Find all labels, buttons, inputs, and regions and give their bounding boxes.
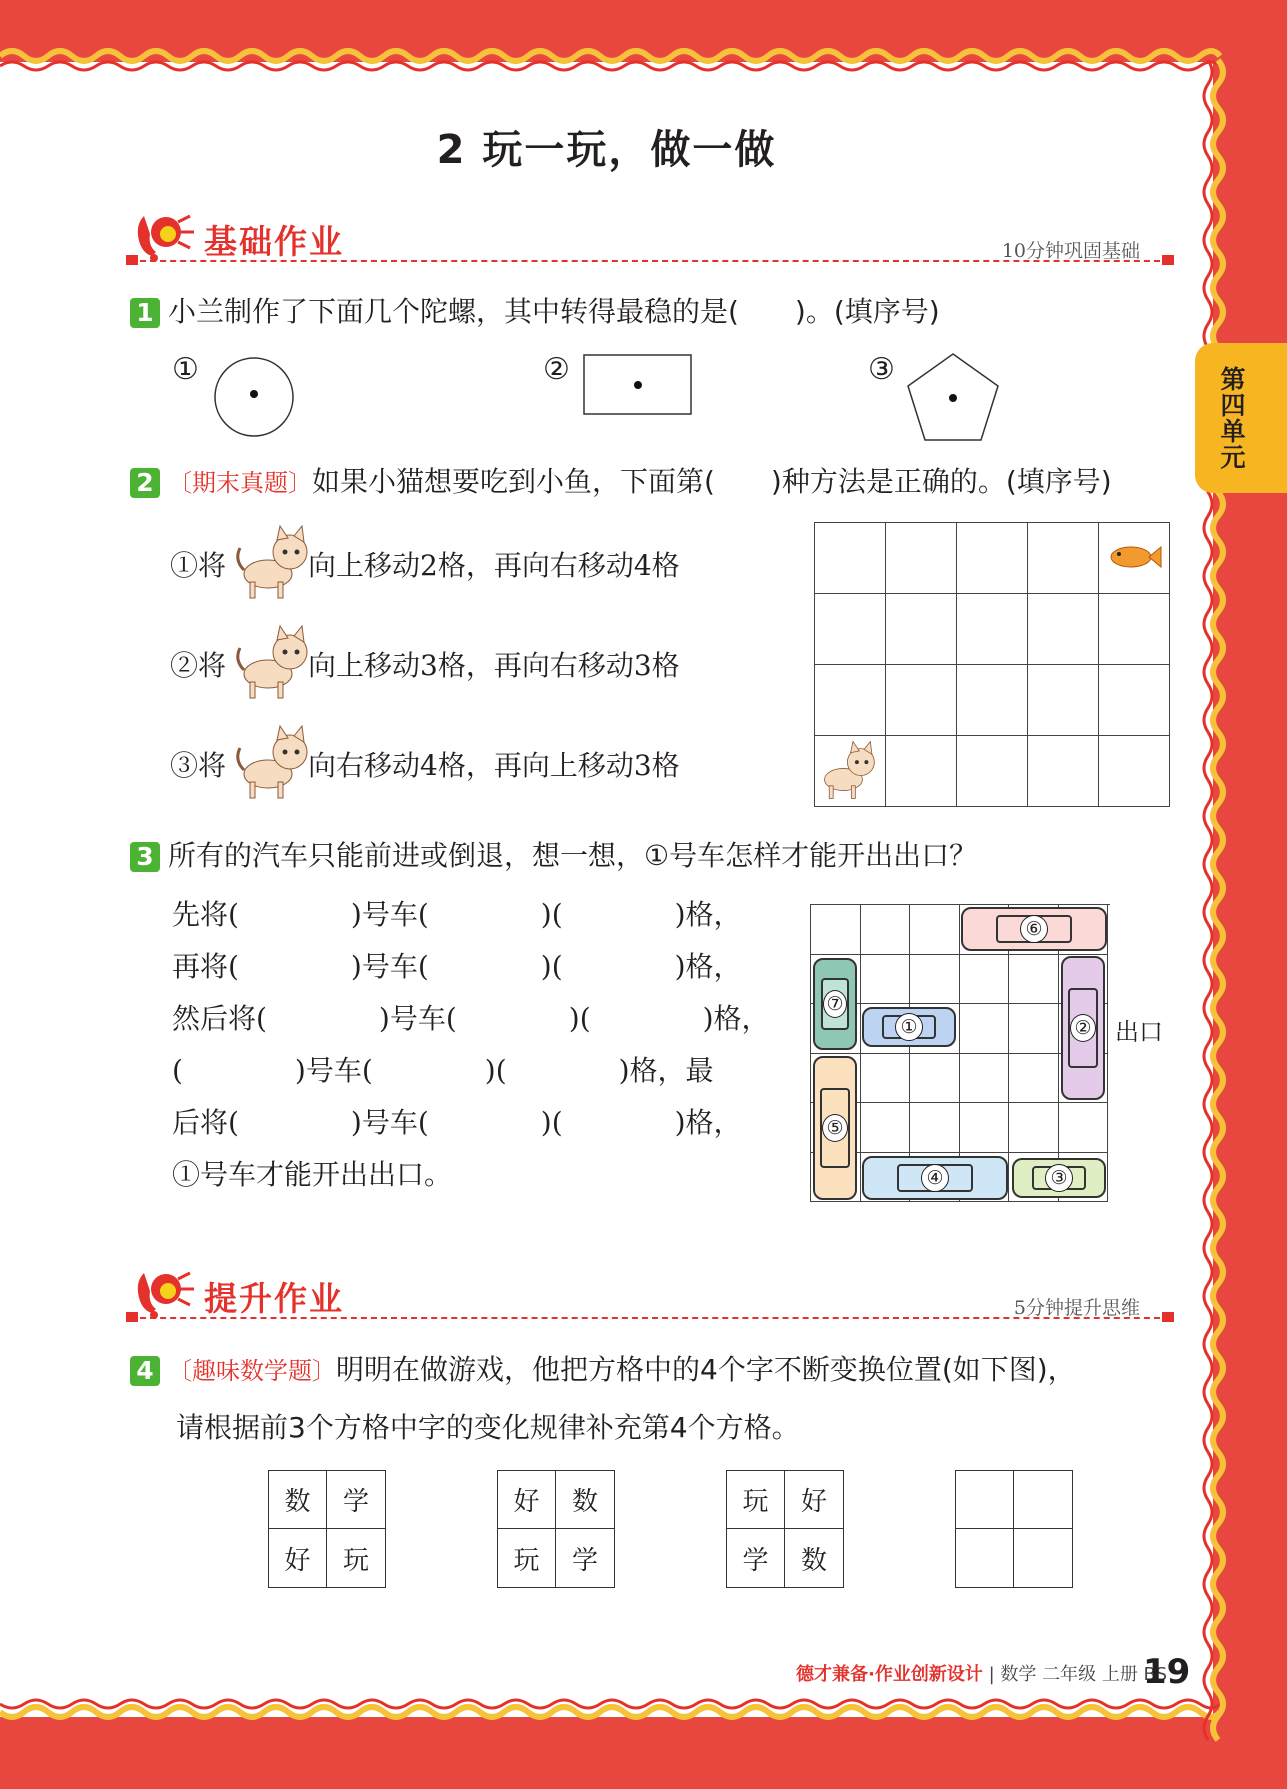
grid-cell: 玩 <box>498 1529 556 1587</box>
car-4[interactable] <box>862 1156 1008 1200</box>
car-5-number: ⑤ <box>822 1114 848 1142</box>
word-grid-answer[interactable] <box>955 1470 1073 1588</box>
unit-tab-label: 第四单元 <box>1217 366 1246 470</box>
q2-option-text: 向上移动3格，再向右移动3格 <box>308 649 680 682</box>
cat-icon <box>815 736 883 804</box>
divider <box>130 260 1170 262</box>
q3-text: 所有的汽车只能前进或倒退，想一想，①号车怎样才能开出出口？ <box>168 839 978 872</box>
cat-fish-grid <box>814 522 1170 807</box>
word-grid-1 <box>268 1470 386 1588</box>
car-1[interactable] <box>862 1007 956 1047</box>
q4-text-2: 请根据前3个方格中字的变化规律补充第4个方格。 <box>176 1411 800 1444</box>
car-7-number: ⑦ <box>823 990 847 1018</box>
q3-blank-line[interactable]: ( )号车( )( )格，最 <box>172 1054 714 1087</box>
grid-cell: 好 <box>269 1529 327 1587</box>
section-basic-title: 基础作业 <box>204 222 344 261</box>
answer-cell[interactable] <box>956 1471 1014 1529</box>
car-6-number: ⑥ <box>1020 915 1048 943</box>
grid-cell: 数 <box>556 1471 614 1529</box>
grid-cell: 好 <box>498 1471 556 1529</box>
car-1-number: ① <box>895 1013 923 1041</box>
car-4-number: ④ <box>921 1164 949 1192</box>
q3-answer-lines <box>172 889 770 1201</box>
grid-cell: 学 <box>327 1471 385 1529</box>
q3-blank-line: ①号车才能开出出口。 <box>172 1158 453 1191</box>
grid-cell: 玩 <box>727 1471 785 1529</box>
car-3-number: ③ <box>1045 1164 1073 1192</box>
cat-icon <box>232 522 318 602</box>
car-5[interactable] <box>813 1056 857 1200</box>
q2-line <box>130 464 1112 501</box>
q3-blank-line[interactable]: 后将( )号车( )( )格， <box>172 1106 742 1139</box>
q1-line <box>130 294 940 330</box>
q2-text: 如果小猫想要吃到小鱼，下面第( )种方法是正确的。(填序号) <box>312 465 1112 498</box>
car-7[interactable] <box>813 958 857 1050</box>
q1-text: 小兰制作了下面几个陀螺，其中转得最稳的是( )。(填序号) <box>168 295 940 328</box>
q2-option-text: 向右移动4格，再向上移动3格 <box>308 749 680 782</box>
cat-icon <box>232 622 318 702</box>
footer <box>796 1660 1167 1686</box>
divider-end <box>1162 255 1174 265</box>
section-basic-subtitle: 10分钟巩固基础 <box>1001 240 1140 262</box>
cat-icon <box>232 722 318 802</box>
q3-blank-line[interactable]: 然后将( )号车( )( )格， <box>172 1002 770 1035</box>
answer-cell[interactable] <box>1014 1471 1072 1529</box>
answer-cell[interactable] <box>956 1529 1014 1587</box>
word-grid-2 <box>497 1470 615 1588</box>
grid-cell: 学 <box>727 1529 785 1587</box>
q1-option-1: ① <box>172 352 199 387</box>
car-6[interactable] <box>961 907 1107 951</box>
divider-end <box>126 255 138 265</box>
circle-top-shape <box>213 356 295 438</box>
grid-cell: 好 <box>785 1471 843 1529</box>
q2-option-text: 向上移动2格，再向右移动4格 <box>308 549 680 582</box>
section-advanced-subtitle: 5分钟提升思维 <box>1013 1297 1140 1319</box>
fish-icon <box>1099 523 1167 591</box>
grid-cell: 玩 <box>342 1545 369 1576</box>
bell-icon <box>132 1267 196 1323</box>
section-basic-header <box>130 208 1170 268</box>
divider-end <box>1162 1312 1174 1322</box>
answer-cell[interactable] <box>1014 1529 1072 1587</box>
unit-tab[interactable] <box>1195 343 1287 493</box>
q2-number: 2 <box>130 468 160 498</box>
q4-line <box>130 1352 1076 1389</box>
car-2[interactable] <box>1061 956 1105 1100</box>
footer-info: 数学 二年级 上册 BS <box>1000 1664 1167 1685</box>
bell-icon <box>132 210 196 266</box>
car-2-number: ② <box>1070 1014 1096 1042</box>
divider-end <box>126 1312 138 1322</box>
divider <box>130 1317 1170 1319</box>
q2-option-label: ②将 <box>170 649 227 682</box>
footer-brand: 德才兼备·作业创新设计 <box>796 1664 983 1685</box>
q2-option-label: ①将 <box>170 549 227 582</box>
q3-blank-line[interactable]: 先将( )号车( )( )格， <box>172 898 742 931</box>
q4-tag: 〔趣味数学题〕 <box>168 1357 336 1385</box>
q4-text: 明明在做游戏，他把方格中的4个字不断变换位置(如下图)， <box>336 1353 1076 1386</box>
fish-cell <box>1099 523 1170 594</box>
q3-line <box>130 838 977 874</box>
page-number: 19 <box>1143 1652 1191 1692</box>
cat-cell <box>815 736 886 807</box>
q3-number: 3 <box>130 842 160 872</box>
q2-tag: 〔期末真题〕 <box>168 469 312 497</box>
q3-blank-line[interactable]: 再将( )号车( )( )格， <box>172 950 742 983</box>
word-grid-3 <box>726 1470 844 1588</box>
q1-option-3: ③ <box>868 352 895 387</box>
footer-separator: | <box>988 1664 1001 1685</box>
rectangle-top-shape <box>583 354 693 416</box>
car-3[interactable] <box>1012 1158 1106 1198</box>
grid-cell: 数 <box>269 1471 327 1529</box>
grid-cell: 学 <box>571 1545 598 1576</box>
section-advanced-header <box>130 1265 1170 1325</box>
page-title: 2 玩一玩，做一做 <box>436 127 777 173</box>
exit-label: 出口 <box>1115 1018 1163 1046</box>
q1-number: 1 <box>130 298 160 328</box>
q1-option-2: ② <box>543 352 570 387</box>
q2-option-label: ③将 <box>170 749 227 782</box>
pentagon-top-shape <box>906 352 1000 442</box>
parking-puzzle <box>810 904 1110 1204</box>
section-advanced-title: 提升作业 <box>204 1279 344 1318</box>
grid-cell: 数 <box>800 1545 827 1576</box>
q4-number: 4 <box>130 1356 160 1386</box>
